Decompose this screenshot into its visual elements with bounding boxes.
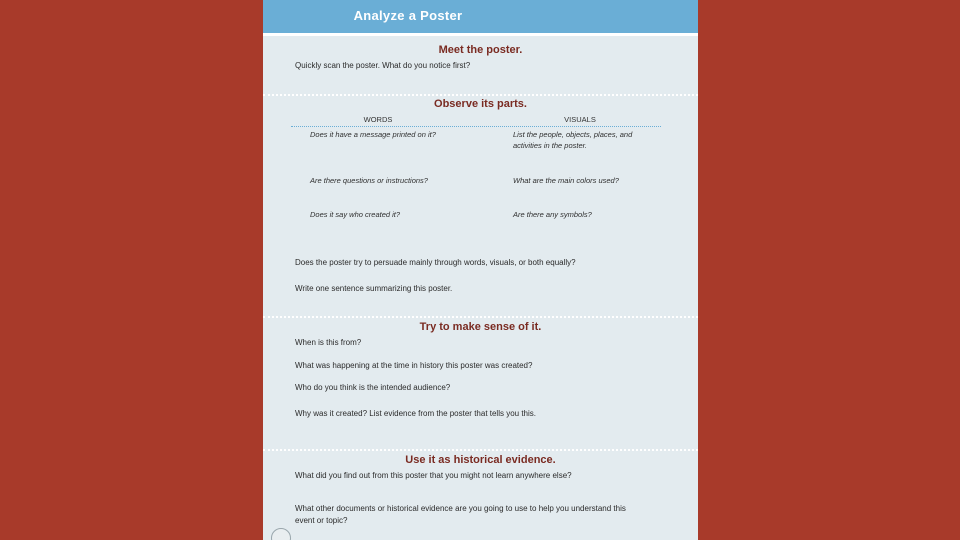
- heading-observe: Observe its parts.: [434, 98, 527, 110]
- section-divider: [263, 316, 698, 318]
- left-background-band: [0, 0, 263, 540]
- seal-icon: [271, 528, 291, 540]
- title-bar: [263, 0, 698, 33]
- right-background-band: [698, 0, 960, 540]
- question-other-documents-line1: What other documents or historical evidence are you going to use to help you understand this: [295, 504, 626, 513]
- worksheet: [263, 0, 698, 540]
- question-other-documents-line2: event or topic?: [295, 516, 348, 525]
- words-question-instructions: Are there questions or instructions?: [310, 176, 428, 185]
- section-divider: [263, 449, 698, 451]
- visuals-question-list-line2: activities in the poster.: [513, 141, 587, 150]
- question-when: When is this from?: [295, 338, 362, 347]
- visuals-question-symbols: Are there any symbols?: [513, 210, 592, 219]
- question-persuade: Does the poster try to persuade mainly through words, visuals, or both equally?: [295, 258, 576, 267]
- visuals-question-list-line1: List the people, objects, places, and: [513, 130, 633, 139]
- question-why-created: Why was it created? List evidence from the poster that tells you this.: [295, 409, 536, 418]
- column-header-visuals: VISUALS: [564, 115, 596, 124]
- question-audience: Who do you think is the intended audience?: [295, 383, 451, 392]
- question-history: What was happening at the time in history this poster was created?: [295, 361, 533, 370]
- column-header-words: WORDS: [363, 115, 393, 124]
- question-summary: Write one sentence summarizing this poster.: [295, 284, 453, 293]
- question-find-out: What did you find out from this poster that you might not learn anywhere else?: [295, 471, 572, 480]
- heading-evidence: Use it as historical evidence.: [405, 454, 556, 466]
- visuals-question-colors: What are the main colors used?: [513, 176, 619, 185]
- words-question-creator: Does it say who created it?: [310, 210, 401, 219]
- column-header-rule: [291, 126, 661, 127]
- worksheet-title: Analyze a Poster: [353, 8, 463, 23]
- section-divider: [263, 94, 698, 96]
- words-question-message: Does it have a message printed on it?: [310, 130, 436, 139]
- title-rule: [263, 33, 698, 36]
- heading-meet: Meet the poster.: [438, 44, 523, 56]
- question-notice-first: Quickly scan the poster. What do you notice first?: [295, 61, 471, 70]
- heading-sense: Try to make sense of it.: [419, 321, 542, 333]
